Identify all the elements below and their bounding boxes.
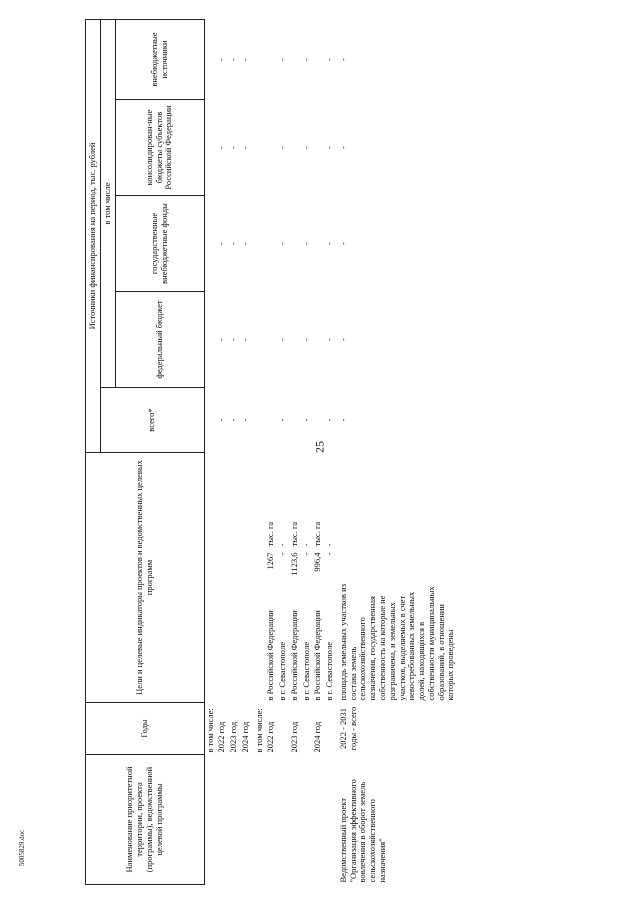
indicator-region: в Российской Федерации bbox=[312, 610, 323, 701]
cell-finance: - bbox=[239, 418, 250, 422]
project-finance: - bbox=[337, 146, 348, 149]
indicator-value: - bbox=[277, 552, 288, 556]
cell-years: 2023 год bbox=[228, 721, 239, 753]
indicator-region: в г. Севастополе bbox=[277, 642, 288, 701]
indicator-line bbox=[278, 455, 288, 701]
cell-finance: - bbox=[228, 58, 239, 61]
table-row bbox=[216, 19, 228, 884]
header-federal: федеральный бюджет bbox=[115, 292, 204, 388]
project-finance: - bbox=[337, 418, 348, 422]
indicator-region: в Российской Федерации bbox=[265, 610, 276, 701]
cell-finance: - bbox=[324, 242, 335, 245]
indicator-line bbox=[325, 455, 335, 701]
indicator-line bbox=[302, 455, 312, 701]
cell-finance: - bbox=[216, 418, 227, 422]
project-finance: - bbox=[337, 338, 348, 341]
cell-finance: - bbox=[277, 58, 288, 61]
cell-finance bbox=[252, 292, 266, 388]
cell-finance: - bbox=[239, 146, 250, 149]
cell-finance bbox=[204, 292, 216, 388]
cell-finance bbox=[289, 19, 301, 99]
cell-finance: - bbox=[239, 242, 250, 245]
cell-finance: - bbox=[277, 242, 288, 245]
cell-finance bbox=[204, 19, 216, 99]
header-goals: Цели и целевые индикаторы проектов и ведомственных целевых программ bbox=[86, 453, 205, 703]
cell-finance bbox=[204, 100, 216, 196]
cell-indicator bbox=[301, 453, 313, 703]
header-sources: Источники финансирования на период, тыс. рублей bbox=[86, 19, 101, 452]
cell-finance bbox=[252, 196, 266, 292]
cell-name bbox=[228, 755, 240, 885]
indicator-value: 1123,6 bbox=[288, 552, 299, 576]
indicator-line bbox=[313, 455, 323, 701]
cell-name bbox=[324, 755, 336, 885]
indicator-region: в г. Севастополе bbox=[300, 642, 311, 701]
header-years: Годы bbox=[86, 703, 205, 755]
project-finance: - bbox=[337, 58, 348, 61]
cell-finance: - bbox=[324, 418, 335, 422]
project-years: 2022 - 2031 годы - всего bbox=[337, 706, 358, 751]
cell-finance bbox=[312, 292, 324, 388]
cell-finance: - bbox=[239, 58, 250, 61]
project-finance: - bbox=[337, 242, 348, 245]
cell-finance bbox=[265, 19, 277, 99]
table-row bbox=[324, 19, 336, 884]
indicator-value: - bbox=[300, 552, 311, 556]
cell-finance: - bbox=[300, 242, 311, 245]
cell-years bbox=[277, 703, 289, 755]
cell-finance: - bbox=[300, 418, 311, 422]
cell-finance: - bbox=[216, 242, 227, 245]
cell-years: 2022 год bbox=[265, 721, 276, 753]
cell-indicator bbox=[216, 453, 228, 703]
cell-finance bbox=[265, 100, 277, 196]
cell-years: 2024 год bbox=[239, 721, 250, 753]
cell-finance bbox=[204, 196, 216, 292]
cell-finance: - bbox=[216, 338, 227, 341]
indicator-line bbox=[290, 455, 300, 701]
cell-years: в том числе: bbox=[204, 708, 215, 753]
cell-finance: - bbox=[300, 146, 311, 149]
cell-finance bbox=[289, 292, 301, 388]
cell-name bbox=[277, 755, 289, 885]
cell-finance bbox=[265, 292, 277, 388]
table-row bbox=[204, 19, 216, 884]
indicator-value: 1267 bbox=[265, 552, 276, 570]
cell-finance: - bbox=[324, 146, 335, 149]
cell-finance: - bbox=[216, 58, 227, 61]
indicator-unit: - bbox=[300, 543, 311, 547]
cell-finance: - bbox=[216, 146, 227, 149]
cell-indicator bbox=[277, 453, 289, 703]
cell-indicator bbox=[265, 453, 277, 703]
cell-indicator bbox=[312, 453, 324, 703]
header-including: в том числе bbox=[100, 19, 115, 387]
cell-name bbox=[204, 755, 216, 885]
cell-finance: - bbox=[300, 58, 311, 61]
cell-name bbox=[265, 755, 277, 885]
cell-indicator bbox=[252, 453, 266, 703]
table-row bbox=[252, 19, 266, 884]
cell-finance: - bbox=[324, 58, 335, 61]
cell-finance: - bbox=[277, 146, 288, 149]
financing-table bbox=[85, 19, 457, 885]
cell-name bbox=[301, 755, 313, 885]
table-row bbox=[289, 19, 301, 884]
indicator-line bbox=[266, 455, 276, 701]
project-name: Ведомственный проект "Организация эффективного вовлечения в оборот земель сельскохозяйственного назначения" bbox=[337, 779, 388, 883]
indicator-unit: тыс. га bbox=[312, 521, 323, 547]
cell-finance: - bbox=[228, 242, 239, 245]
cell-name bbox=[240, 755, 252, 885]
header-state-funds: государственные внебюджетные фонды bbox=[115, 196, 204, 292]
project-row bbox=[336, 19, 457, 884]
cell-finance: - bbox=[277, 418, 288, 422]
cell-finance bbox=[289, 196, 301, 292]
cell-finance bbox=[252, 388, 266, 453]
page-number: 25 bbox=[312, 441, 327, 453]
cell-indicator bbox=[228, 453, 240, 703]
cell-years: 2022 год bbox=[216, 721, 227, 753]
cell-name bbox=[289, 755, 301, 885]
cell-finance: - bbox=[324, 338, 335, 341]
cell-indicator bbox=[240, 453, 252, 703]
table-row bbox=[301, 19, 313, 884]
cell-finance bbox=[265, 388, 277, 453]
cell-finance: - bbox=[228, 338, 239, 341]
cell-finance bbox=[289, 100, 301, 196]
table-row bbox=[312, 19, 324, 884]
header-regional: консолидирован-ные бюджеты субъектов Российской Федерации bbox=[115, 100, 204, 196]
cell-finance bbox=[252, 100, 266, 196]
indicator-unit: - bbox=[324, 543, 335, 547]
cell-indicator bbox=[204, 453, 216, 703]
cell-finance: - bbox=[300, 338, 311, 341]
table-row bbox=[240, 19, 252, 884]
cell-finance bbox=[252, 19, 266, 99]
cell-years: в том числе: bbox=[253, 708, 264, 753]
document-code: 5005829.doc bbox=[18, 829, 26, 867]
indicator-value: 996,4 bbox=[312, 552, 323, 572]
cell-finance: - bbox=[277, 338, 288, 341]
cell-finance bbox=[312, 388, 324, 453]
cell-finance bbox=[312, 100, 324, 196]
indicator-unit: - bbox=[277, 543, 288, 547]
indicator-region: в Российской Федерации bbox=[288, 610, 299, 701]
cell-years: 2024 год bbox=[312, 721, 323, 753]
cell-name bbox=[312, 755, 324, 885]
cell-finance bbox=[265, 196, 277, 292]
cell-years bbox=[301, 703, 313, 755]
header-name: Наименование приоритетной территории, проекта (программы), ведомственной целевой программы bbox=[86, 755, 205, 885]
table-row bbox=[228, 19, 240, 884]
header-extrabudget: внебюджетные источники bbox=[115, 19, 204, 99]
rotated-table-page bbox=[85, 20, 545, 885]
cell-years bbox=[324, 703, 336, 755]
cell-name bbox=[252, 755, 266, 885]
cell-finance bbox=[312, 196, 324, 292]
indicator-region: в г. Севастополе bbox=[324, 642, 335, 701]
cell-finance bbox=[312, 19, 324, 99]
cell-finance: - bbox=[239, 338, 250, 341]
cell-finance: - bbox=[228, 146, 239, 149]
indicator-unit: тыс. га bbox=[265, 521, 276, 547]
cell-indicator bbox=[324, 453, 336, 703]
indicator-value: - bbox=[324, 552, 335, 556]
cell-years: 2023 год bbox=[288, 721, 299, 753]
cell-indicator bbox=[289, 453, 301, 703]
table-body bbox=[204, 19, 457, 884]
cell-finance bbox=[204, 388, 216, 453]
table-row bbox=[265, 19, 277, 884]
cell-finance bbox=[289, 388, 301, 453]
cell-finance: - bbox=[228, 418, 239, 422]
table-row bbox=[277, 19, 289, 884]
indicator-unit: тыс. га bbox=[288, 521, 299, 547]
header-total: всего* bbox=[100, 388, 204, 453]
cell-name bbox=[216, 755, 228, 885]
project-goal: площадь земельных участков из состава земель сельскохозяйственного назначения, государственная собственность на которые не разграничена, и земельных участков, выделяемых в счет невостребованных земельных долей, находящихся в собственности муниципальных образований, в отношении которых проведены bbox=[337, 584, 456, 701]
